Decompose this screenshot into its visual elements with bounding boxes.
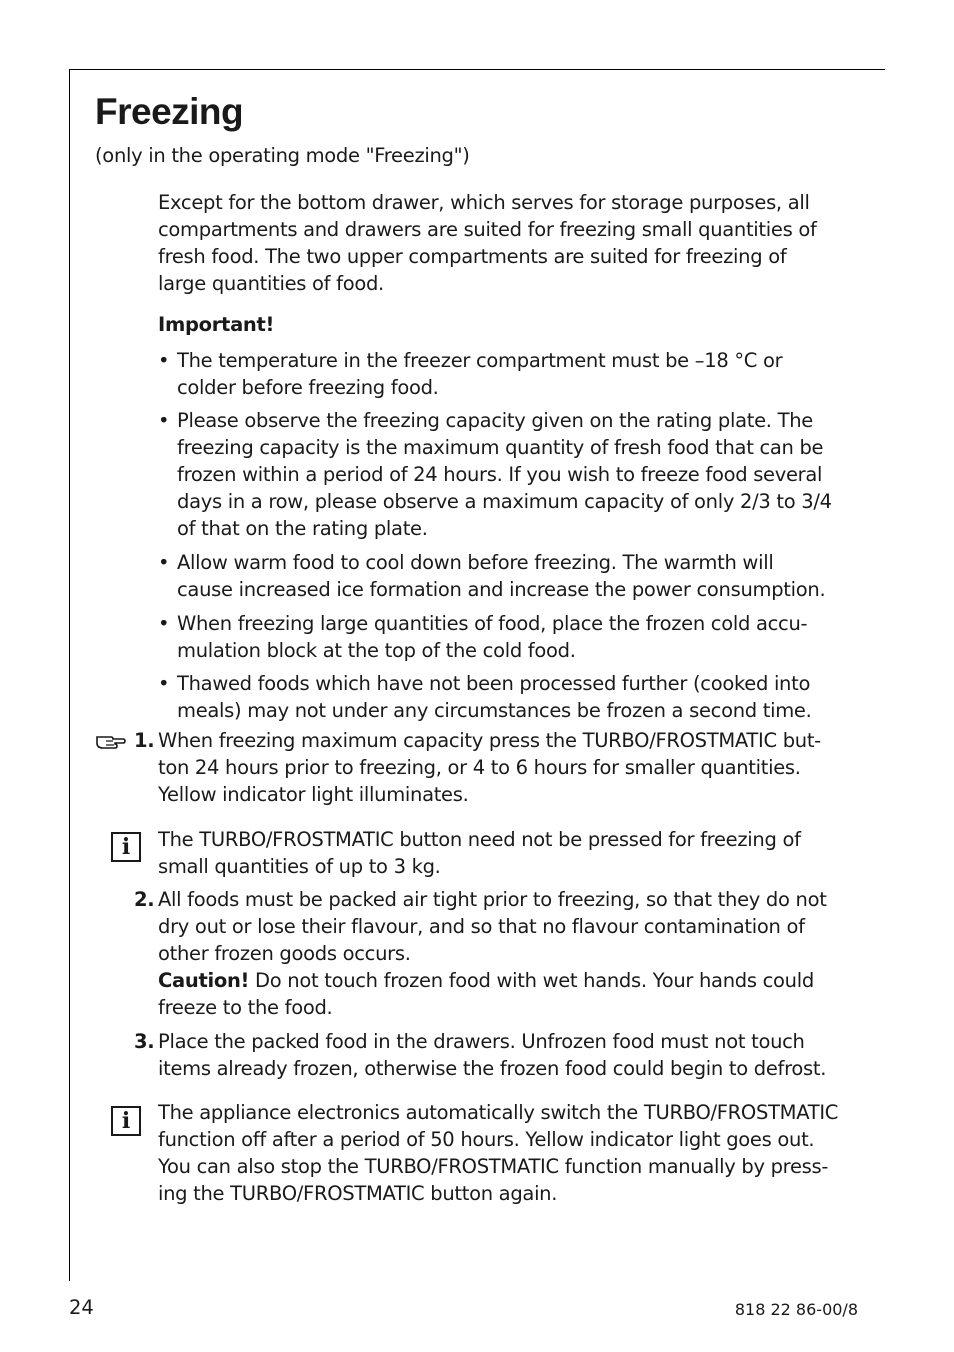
bullet-line: meals) may not under any circumstances be frozen a second time. <box>177 699 812 722</box>
bullet-item <box>158 670 858 724</box>
info-icon: i <box>111 1106 141 1136</box>
step-line: items already frozen, otherwise the frozen food could begin to defrost. <box>158 1057 827 1080</box>
bullet-line: Allow warm food to cool down before freezing. The warmth will <box>177 551 774 574</box>
bullet-line: When freezing large quantities of food, place the frozen cold accu- <box>177 612 808 635</box>
intro-line: compartments and drawers are suited for freezing small quantities of <box>158 218 817 241</box>
bullet-line: freezing capacity is the maximum quantity of fresh food that can be <box>177 436 824 459</box>
step-2 <box>134 886 858 1021</box>
info-line: ing the TURBO/FROSTMATIC button again. <box>158 1182 558 1205</box>
bullet-line: Thawed foods which have not been processed further (cooked into <box>177 672 811 695</box>
pointing-hand-icon <box>95 728 129 752</box>
info-note <box>158 826 858 880</box>
step-line: Place the packed food in the drawers. Unfrozen food must not touch <box>158 1030 805 1053</box>
caution-text: Do not touch frozen food with wet hands. Your hands could <box>249 969 814 992</box>
bullet-line: mulation block at the top of the cold food. <box>177 639 576 662</box>
intro-line: fresh food. The two upper compartments are suited for freezing of <box>158 245 787 268</box>
info-line: function off after a period of 50 hours. Yellow indicator light goes out. <box>158 1128 815 1151</box>
step-number: 1. <box>134 729 155 752</box>
page-title: Freezing <box>95 91 244 132</box>
bullet-dot: • <box>158 409 170 432</box>
bullet-line: of that on the rating plate. <box>177 517 428 540</box>
bullet-line: The temperature in the freezer compartment must be –18 °C or <box>177 349 783 372</box>
intro-paragraph <box>158 189 858 297</box>
bullet-line: cause increased ice formation and increase the power consumption. <box>177 578 826 601</box>
bullet-dot: • <box>158 672 170 695</box>
bullet-dot: • <box>158 551 170 574</box>
info-note <box>158 1099 858 1207</box>
step-line: ton 24 hours prior to freezing, or 4 to 6 hours for smaller quantities. <box>158 756 801 779</box>
step-line: All foods must be packed air tight prior to freezing, so that they do not <box>158 888 827 911</box>
step-line: Yellow indicator light illuminates. <box>158 783 469 806</box>
intro-line: large quantities of food. <box>158 272 384 295</box>
info-line: The appliance electronics automatically switch the TURBO/FROSTMATIC <box>158 1101 839 1124</box>
bullet-line: days in a row, please observe a maximum capacity of only 2/3 to 3/4 <box>177 490 832 513</box>
info-icon: i <box>111 832 141 862</box>
info-line: You can also stop the TURBO/FROSTMATIC function manually by press- <box>158 1155 829 1178</box>
bullet-item <box>158 347 858 401</box>
bullet-line: colder before freezing food. <box>177 376 439 399</box>
page-subtitle: (only in the operating mode "Freezing") <box>95 144 470 167</box>
bullet-dot: • <box>158 349 170 372</box>
bullet-dot: • <box>158 612 170 635</box>
bullet-item <box>158 549 858 603</box>
step-line: dry out or lose their flavour, and so that no flavour contamination of <box>158 915 805 938</box>
bullet-line: frozen within a period of 24 hours. If you wish to freeze food several <box>177 463 823 486</box>
step-line: When freezing maximum capacity press the TURBO/FROSTMATIC but- <box>158 729 821 752</box>
important-heading: Important! <box>158 313 275 336</box>
info-line: The TURBO/FROSTMATIC button need not be pressed for freezing of <box>158 828 801 851</box>
step-3 <box>134 1028 858 1082</box>
step-line: other frozen goods occurs. <box>158 942 411 965</box>
intro-line: Except for the bottom drawer, which serves for storage purposes, all <box>158 191 810 214</box>
caution-text: freeze to the food. <box>158 996 333 1019</box>
step-1 <box>134 727 858 808</box>
bullet-line: Please observe the freezing capacity given on the rating plate. The <box>177 409 813 432</box>
info-line: small quantities of up to 3 kg. <box>158 855 441 878</box>
step-number: 2. <box>134 888 155 911</box>
bullet-item <box>158 610 858 664</box>
caution-line <box>158 967 858 994</box>
page-number: 24 <box>69 1296 94 1319</box>
step-number: 3. <box>134 1030 155 1053</box>
document-code: 818 22 86-00/8 <box>734 1300 858 1319</box>
left-rule <box>69 69 70 1281</box>
bullet-item <box>158 407 858 542</box>
caution-label: Caution! <box>158 969 250 992</box>
top-rule <box>69 69 885 70</box>
